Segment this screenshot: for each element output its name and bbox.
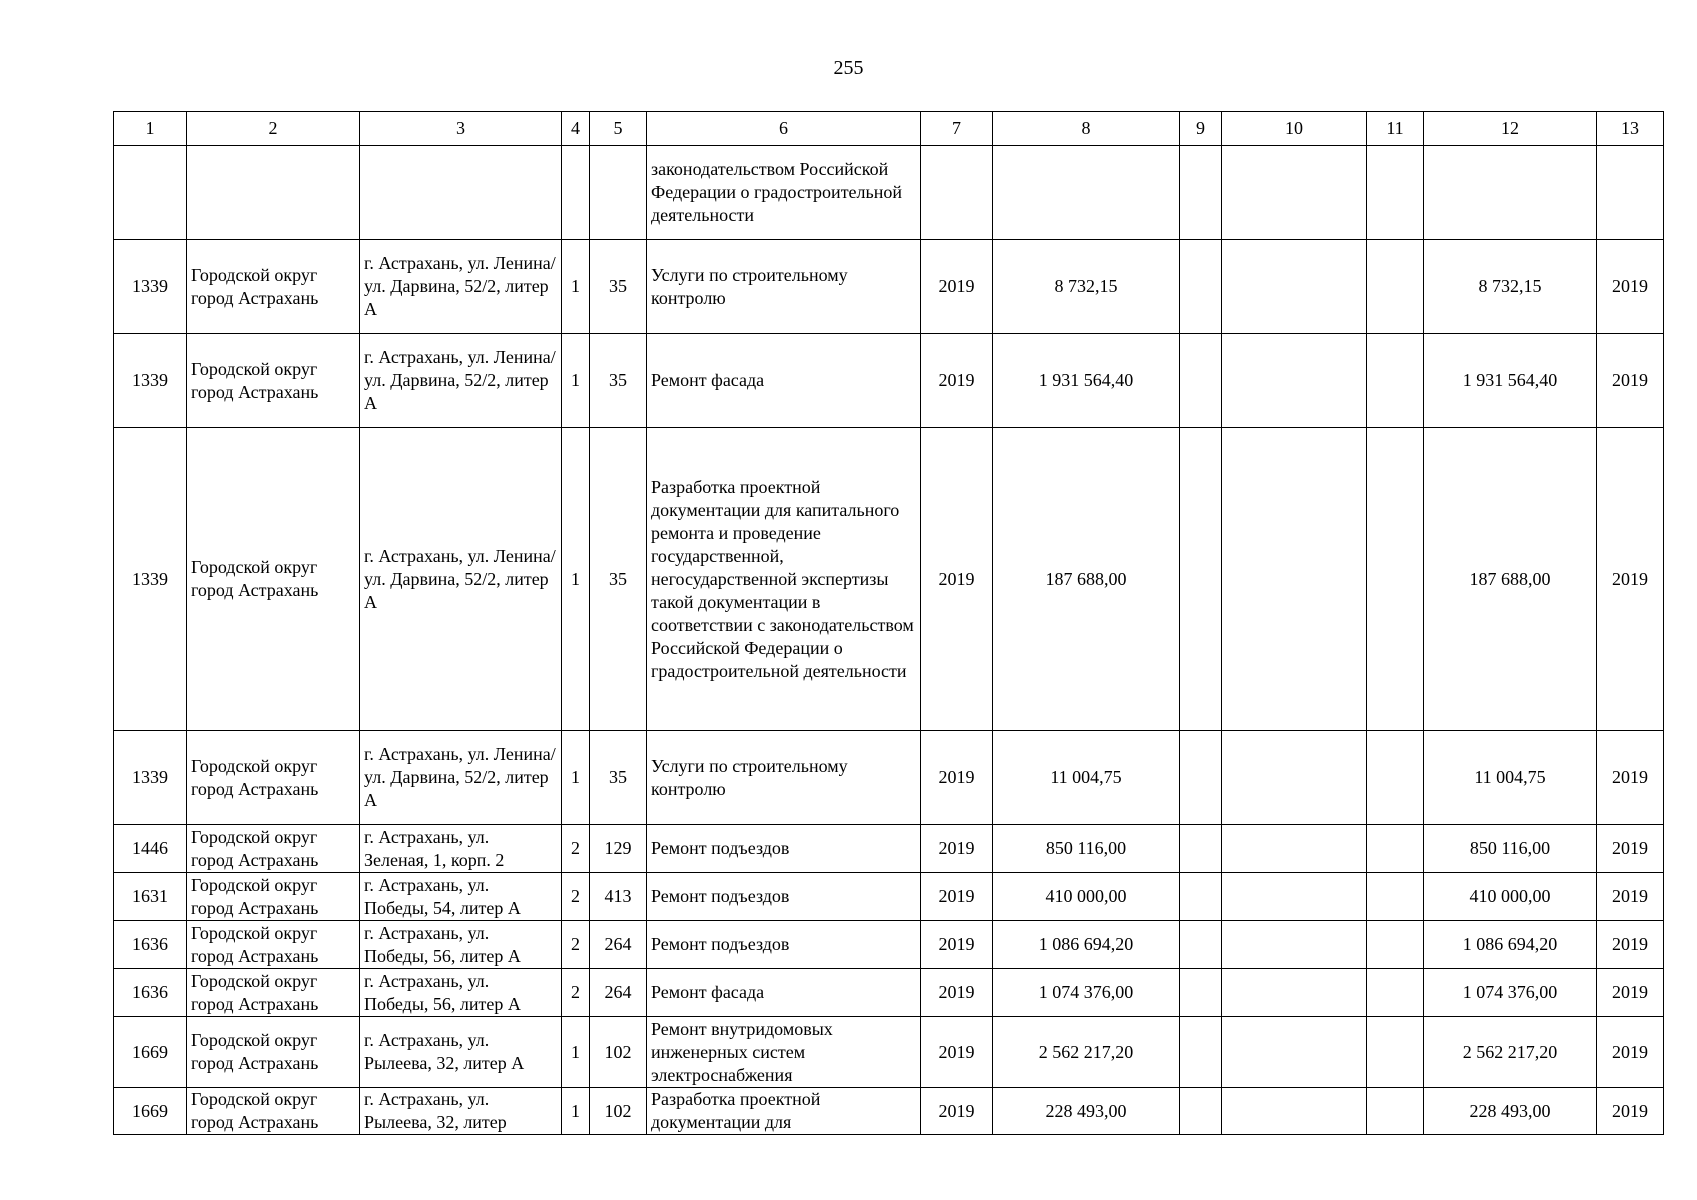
- cell-year: 2019: [921, 825, 993, 873]
- cell-col12: 410 000,00: [1424, 873, 1597, 921]
- header-cell: 7: [921, 112, 993, 146]
- cell-col12: 1 931 564,40: [1424, 334, 1597, 428]
- cell-col4: 1: [562, 428, 590, 731]
- cell-address: г. Астрахань, ул. Победы, 54, литер А: [360, 873, 562, 921]
- cell-col13: 2019: [1597, 921, 1664, 969]
- cell-address: г. Астрахань, ул. Ленина/ ул. Дарвина, 52/2, литер А: [360, 334, 562, 428]
- cell-municipality: [187, 146, 360, 240]
- cell-cost: 8 732,15: [993, 240, 1180, 334]
- cell-municipality: Городской округ город Астрахань: [187, 969, 360, 1017]
- cell-address: г. Астрахань, ул. Победы, 56, литер А: [360, 921, 562, 969]
- cell-col13: 2019: [1597, 873, 1664, 921]
- cell-col13: 2019: [1597, 240, 1664, 334]
- cell-col13: 2019: [1597, 334, 1664, 428]
- cell-municipality: Городской округ город Астрахань: [187, 873, 360, 921]
- cell-year: 2019: [921, 240, 993, 334]
- cell-work-type: Разработка проектной документации для: [647, 1088, 921, 1135]
- cell-municipality: Городской округ город Астрахань: [187, 1017, 360, 1088]
- cell-work-type: законодательством Российской Федерации о градостроительной деятельности: [647, 146, 921, 240]
- cell-col12: 11 004,75: [1424, 731, 1597, 825]
- cell-col5: 35: [590, 334, 647, 428]
- cell-col5: 264: [590, 921, 647, 969]
- cell-col10: [1222, 731, 1367, 825]
- cell-address: [360, 146, 562, 240]
- cell-year: 2019: [921, 731, 993, 825]
- table-row: [114, 1088, 1664, 1135]
- cell-cost: 850 116,00: [993, 825, 1180, 873]
- cell-col13: [1597, 146, 1664, 240]
- cell-number: 1339: [114, 240, 187, 334]
- header-cell: 12: [1424, 112, 1597, 146]
- cell-col10: [1222, 873, 1367, 921]
- header-cell: 8: [993, 112, 1180, 146]
- header-cell: 1: [114, 112, 187, 146]
- table-row: [114, 969, 1664, 1017]
- cell-municipality: Городской округ город Астрахань: [187, 1088, 360, 1135]
- cell-col10: [1222, 1017, 1367, 1088]
- header-cell: 2: [187, 112, 360, 146]
- cell-municipality: Городской округ город Астрахань: [187, 921, 360, 969]
- cell-col10: [1222, 921, 1367, 969]
- cell-col10: [1222, 428, 1367, 731]
- header-cell: 11: [1367, 112, 1424, 146]
- cell-col11: [1367, 1017, 1424, 1088]
- cell-number: 1636: [114, 969, 187, 1017]
- cell-col5: 35: [590, 240, 647, 334]
- cell-col12: 850 116,00: [1424, 825, 1597, 873]
- header-cell: 5: [590, 112, 647, 146]
- cell-year: 2019: [921, 921, 993, 969]
- cell-col12: 187 688,00: [1424, 428, 1597, 731]
- cell-col13: 2019: [1597, 1017, 1664, 1088]
- cell-year: 2019: [921, 1088, 993, 1135]
- cell-col12: 1 086 694,20: [1424, 921, 1597, 969]
- header-cell: 4: [562, 112, 590, 146]
- cell-col12: 228 493,00: [1424, 1088, 1597, 1135]
- cell-col12: [1424, 146, 1597, 240]
- cell-col4: 1: [562, 1088, 590, 1135]
- cell-col10: [1222, 146, 1367, 240]
- cell-col5: 264: [590, 969, 647, 1017]
- cell-col9: [1180, 873, 1222, 921]
- table-row: [114, 825, 1664, 873]
- cell-year: 2019: [921, 1017, 993, 1088]
- cell-col4: 2: [562, 825, 590, 873]
- table-row: [114, 873, 1664, 921]
- cell-col9: [1180, 240, 1222, 334]
- cell-cost: 1 931 564,40: [993, 334, 1180, 428]
- cell-col11: [1367, 921, 1424, 969]
- cell-col12: 8 732,15: [1424, 240, 1597, 334]
- cell-work-type: Ремонт подъездов: [647, 921, 921, 969]
- header-cell: 13: [1597, 112, 1664, 146]
- cell-work-type: Услуги по строительному контролю: [647, 731, 921, 825]
- cell-col9: [1180, 146, 1222, 240]
- cell-col13: 2019: [1597, 731, 1664, 825]
- cell-col4: 2: [562, 921, 590, 969]
- cell-municipality: Городской округ город Астрахань: [187, 825, 360, 873]
- cell-cost: 1 074 376,00: [993, 969, 1180, 1017]
- cell-work-type: Ремонт фасада: [647, 969, 921, 1017]
- works-table: [113, 111, 1664, 1135]
- cell-col5: [590, 146, 647, 240]
- table-row: [114, 921, 1664, 969]
- cell-col10: [1222, 334, 1367, 428]
- cell-col5: 102: [590, 1088, 647, 1135]
- cell-number: 1669: [114, 1017, 187, 1088]
- cell-col9: [1180, 1017, 1222, 1088]
- header-row: [114, 112, 1664, 146]
- cell-cost: 1 086 694,20: [993, 921, 1180, 969]
- cell-col5: 35: [590, 428, 647, 731]
- cell-municipality: Городской округ город Астрахань: [187, 731, 360, 825]
- cell-col11: [1367, 240, 1424, 334]
- cell-year: 2019: [921, 334, 993, 428]
- cell-col5: 129: [590, 825, 647, 873]
- cell-col10: [1222, 825, 1367, 873]
- cell-number: 1339: [114, 731, 187, 825]
- cell-number: 1339: [114, 334, 187, 428]
- cell-address: г. Астрахань, ул. Рылеева, 32, литер А: [360, 1017, 562, 1088]
- cell-col9: [1180, 731, 1222, 825]
- cell-col4: 1: [562, 1017, 590, 1088]
- cell-address: г. Астрахань, ул. Ленина/ ул. Дарвина, 52/2, литер А: [360, 240, 562, 334]
- cell-col11: [1367, 873, 1424, 921]
- cell-col13: 2019: [1597, 1088, 1664, 1135]
- cell-col4: 2: [562, 873, 590, 921]
- cell-number: 1669: [114, 1088, 187, 1135]
- cell-municipality: Городской округ город Астрахань: [187, 334, 360, 428]
- cell-year: [921, 146, 993, 240]
- cell-address: г. Астрахань, ул. Ленина/ ул. Дарвина, 52/2, литер А: [360, 428, 562, 731]
- cell-col9: [1180, 969, 1222, 1017]
- table-row: [114, 240, 1664, 334]
- cell-col9: [1180, 921, 1222, 969]
- cell-col11: [1367, 334, 1424, 428]
- cell-cost: 228 493,00: [993, 1088, 1180, 1135]
- cell-col10: [1222, 240, 1367, 334]
- cell-work-type: Разработка проектной документации для капитального ремонта и проведение государственной, негосударственной экспертизы такой документации в соответствии с законодательством Российской Федерации о градостроительной деятельности: [647, 428, 921, 731]
- cell-col10: [1222, 969, 1367, 1017]
- cell-year: 2019: [921, 873, 993, 921]
- header-cell: 3: [360, 112, 562, 146]
- cell-col11: [1367, 428, 1424, 731]
- cell-address: г. Астрахань, ул. Рылеева, 32, литер: [360, 1088, 562, 1135]
- cell-number: 1631: [114, 873, 187, 921]
- header-cell: 10: [1222, 112, 1367, 146]
- cell-year: 2019: [921, 428, 993, 731]
- cell-col4: [562, 146, 590, 240]
- cell-col5: 35: [590, 731, 647, 825]
- header-cell: 9: [1180, 112, 1222, 146]
- cell-col12: 2 562 217,20: [1424, 1017, 1597, 1088]
- cell-col13: 2019: [1597, 428, 1664, 731]
- cell-cost: 187 688,00: [993, 428, 1180, 731]
- cell-col13: 2019: [1597, 825, 1664, 873]
- cell-col13: 2019: [1597, 969, 1664, 1017]
- cell-number: 1446: [114, 825, 187, 873]
- cell-cost: 2 562 217,20: [993, 1017, 1180, 1088]
- cell-work-type: Ремонт подъездов: [647, 873, 921, 921]
- cell-number: [114, 146, 187, 240]
- cell-number: 1339: [114, 428, 187, 731]
- cell-year: 2019: [921, 969, 993, 1017]
- cell-col9: [1180, 825, 1222, 873]
- cell-col12: 1 074 376,00: [1424, 969, 1597, 1017]
- table-row: [114, 428, 1664, 731]
- cell-col11: [1367, 825, 1424, 873]
- cell-cost: 410 000,00: [993, 873, 1180, 921]
- cell-cost: [993, 146, 1180, 240]
- cell-col9: [1180, 334, 1222, 428]
- cell-work-type: Ремонт подъездов: [647, 825, 921, 873]
- cell-address: г. Астрахань, ул. Победы, 56, литер А: [360, 969, 562, 1017]
- cell-work-type: Ремонт фасада: [647, 334, 921, 428]
- cell-col11: [1367, 731, 1424, 825]
- cell-col11: [1367, 969, 1424, 1017]
- cell-col4: 1: [562, 240, 590, 334]
- cell-col11: [1367, 146, 1424, 240]
- cell-col5: 413: [590, 873, 647, 921]
- cell-col11: [1367, 1088, 1424, 1135]
- cell-number: 1636: [114, 921, 187, 969]
- cell-municipality: Городской округ город Астрахань: [187, 240, 360, 334]
- table-row: [114, 146, 1664, 240]
- cell-work-type: Ремонт внутридомовых инженерных систем электроснабжения: [647, 1017, 921, 1088]
- cell-col9: [1180, 428, 1222, 731]
- header-cell: 6: [647, 112, 921, 146]
- cell-col9: [1180, 1088, 1222, 1135]
- cell-col5: 102: [590, 1017, 647, 1088]
- cell-col4: 1: [562, 731, 590, 825]
- table-row: [114, 1017, 1664, 1088]
- table-row: [114, 731, 1664, 825]
- page-number: 255: [833, 57, 864, 79]
- cell-address: г. Астрахань, ул. Зеленая, 1, корп. 2: [360, 825, 562, 873]
- cell-col4: 1: [562, 334, 590, 428]
- cell-work-type: Услуги по строительному контролю: [647, 240, 921, 334]
- cell-cost: 11 004,75: [993, 731, 1180, 825]
- cell-col10: [1222, 1088, 1367, 1135]
- cell-address: г. Астрахань, ул. Ленина/ ул. Дарвина, 52/2, литер А: [360, 731, 562, 825]
- table-row: [114, 334, 1664, 428]
- cell-col4: 2: [562, 969, 590, 1017]
- cell-municipality: Городской округ город Астрахань: [187, 428, 360, 731]
